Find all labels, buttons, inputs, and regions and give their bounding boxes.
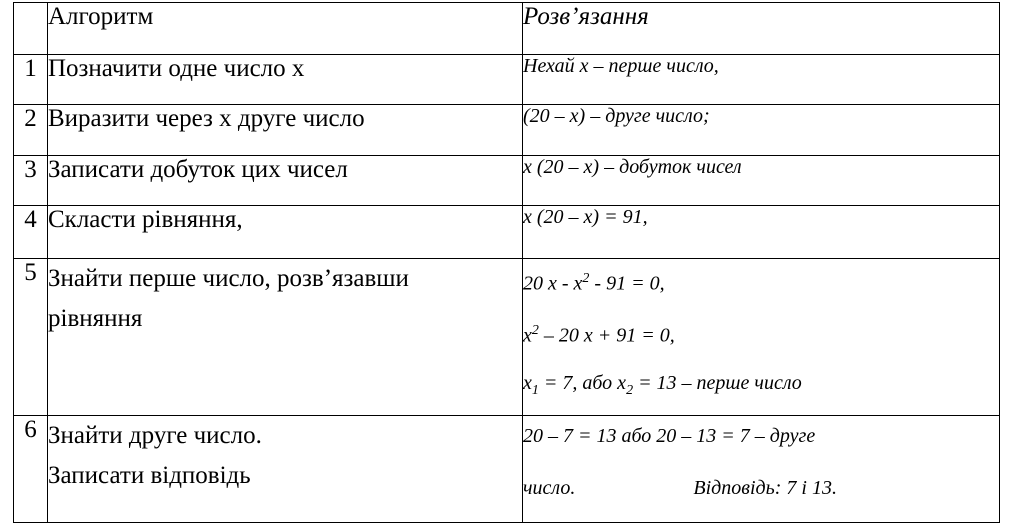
equation-line: $х_1 = 7$, або $х_2 = 13$ – перше число — [523, 372, 802, 398]
header-number-cell — [14, 3, 48, 55]
row-number: 4 — [14, 206, 48, 259]
table-row — [14, 206, 1000, 259]
solution-step — [523, 416, 1000, 523]
solution-step: х (20 – х) – добуток чисел — [523, 156, 1000, 206]
equation-line: 20 $х - х^2 - 91 = 0$, — [523, 271, 665, 295]
answer-text: Відповідь: 7 і 13. — [693, 477, 837, 499]
solution-step — [523, 259, 1000, 416]
solution-step: х (20 – х) = 91, — [523, 206, 1000, 259]
row-number: 5 — [14, 259, 48, 416]
table-row — [14, 55, 1000, 105]
algorithm-step: Виразити через х друге число — [48, 105, 523, 156]
table-row — [14, 416, 1000, 523]
algorithm-step — [48, 259, 523, 416]
solution-step: Нехай х – перше число, — [523, 55, 1000, 105]
row-number: 3 — [14, 156, 48, 206]
algorithm-line: Знайти друге число. — [48, 422, 262, 449]
header-algorithm-cell: Алгоритм — [48, 3, 523, 55]
row-number: 2 — [14, 105, 48, 156]
table-row — [14, 105, 1000, 156]
algorithm-line: Записати відповідь — [48, 462, 251, 489]
table-row — [14, 156, 1000, 206]
algorithm-step — [48, 416, 523, 523]
equation-line: $х^2 - 20$ х + 91 = 0, — [523, 323, 675, 347]
algorithm-table — [13, 2, 1000, 523]
row-number: 6 — [14, 416, 48, 523]
algorithm-step: Скласти рівняння, — [48, 206, 523, 259]
table-row — [14, 259, 1000, 416]
solution-step: (20 – х) – друге число; — [523, 105, 1000, 156]
algorithm-step: Записати добуток цих чисел — [48, 156, 523, 206]
algorithm-line: рівняння — [48, 305, 143, 332]
equation-line: 20 – 7 = 13 або 20 – 13 = 7 – друге — [523, 425, 816, 447]
algorithm-line: Знайти перше число, розв’язавши — [48, 265, 409, 292]
equation-line: число. Відповідь: 7 і 13. — [523, 477, 837, 499]
header-solution-cell: Розв’язання — [523, 3, 1000, 55]
table-header-row — [14, 3, 1000, 55]
algorithm-step: Позначити одне число х — [48, 55, 523, 105]
row-number: 1 — [14, 55, 48, 105]
